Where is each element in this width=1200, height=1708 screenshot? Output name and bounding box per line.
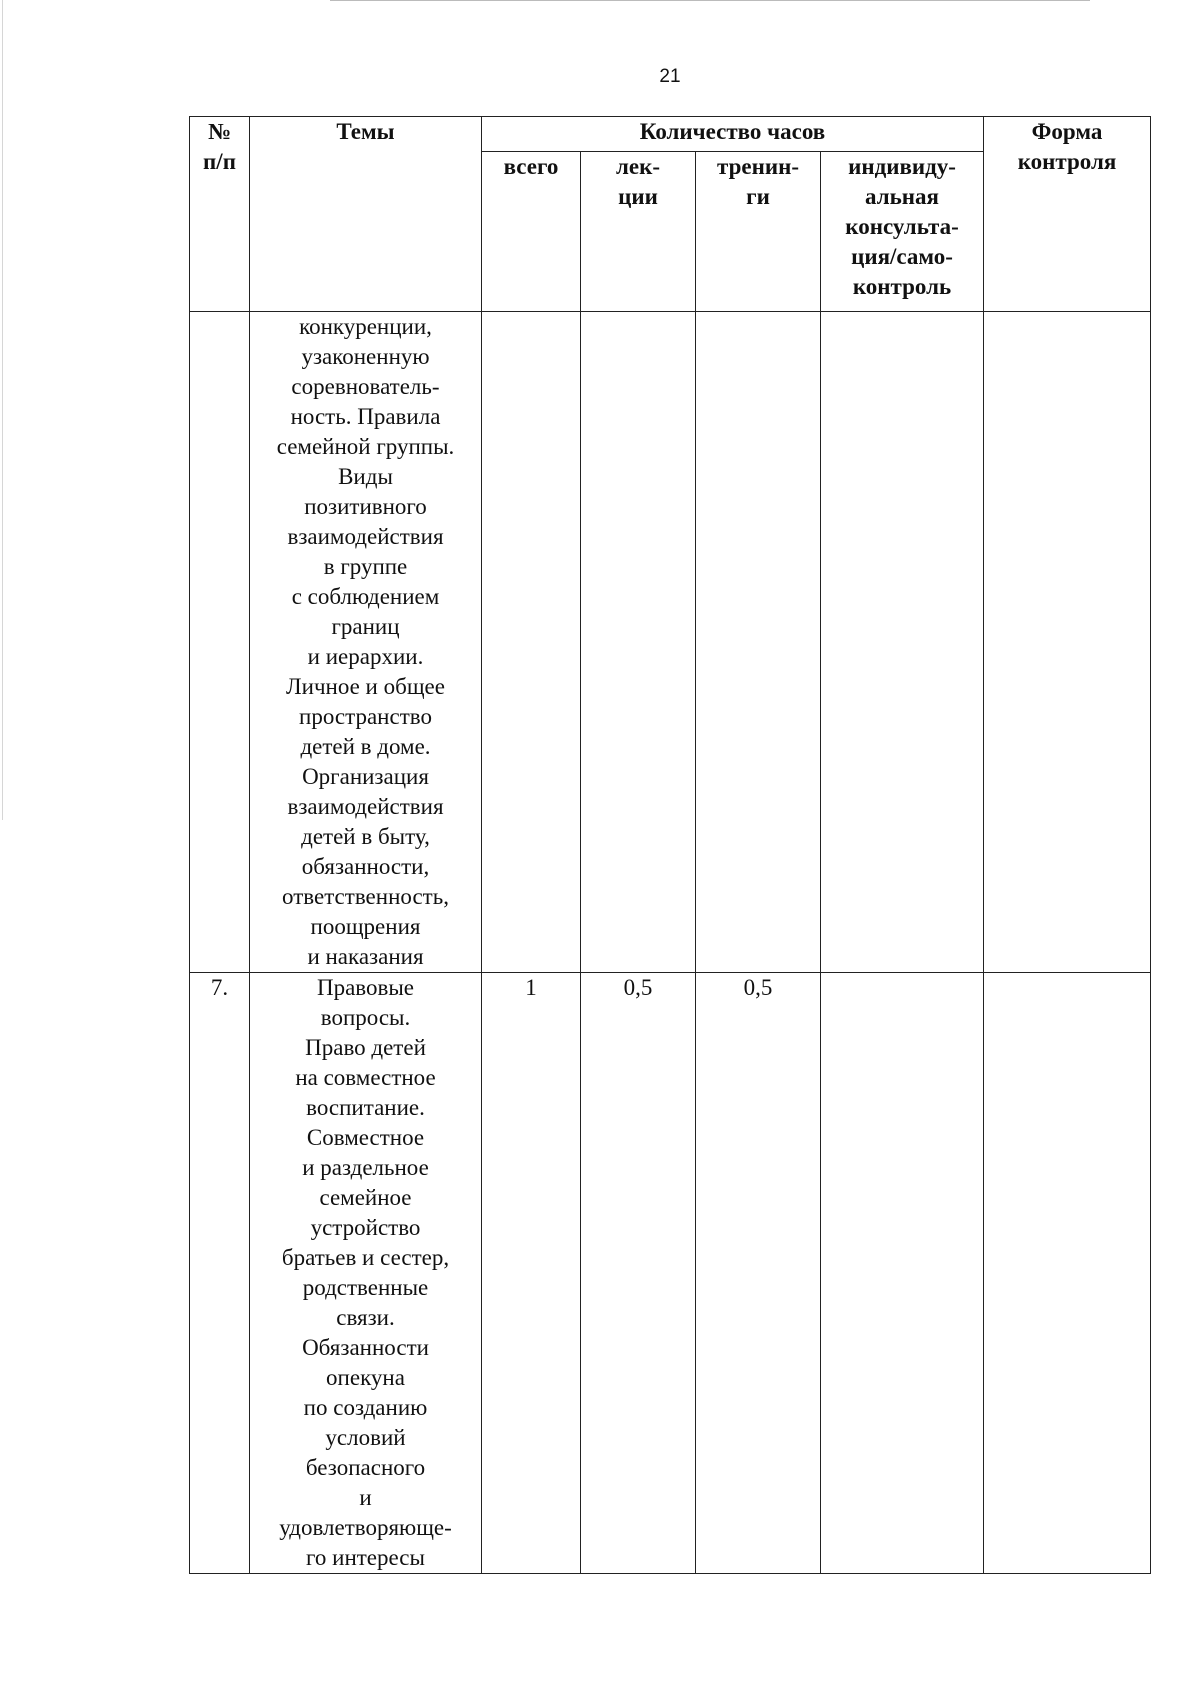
row-control-form	[984, 973, 1151, 1574]
table-row	[190, 973, 1151, 1574]
page-number: 21	[659, 66, 681, 87]
row-trainings	[696, 312, 821, 973]
scan-edge-top	[330, 0, 1090, 1]
row-number: 7.	[190, 973, 250, 1574]
header-individual: индивиду- альная консульта- ция/само- контроль	[821, 152, 984, 312]
row-trainings: 0,5	[696, 973, 821, 1574]
row-individual	[821, 973, 984, 1574]
scan-edge-left	[2, 0, 3, 820]
row-topic: конкуренции, узаконенную соревнователь- ность. Правила семейной группы. Виды позитивного взаимодействия в группе с соблюдением границ и иерархии. Личное и общее пространство детей в доме. Организация взаимодействия детей в быту, обязанности, ответственность, поощрения и наказания	[250, 312, 482, 973]
table-row	[190, 312, 1151, 973]
row-total	[482, 312, 581, 973]
row-number	[190, 312, 250, 973]
header-topics: Темы	[250, 117, 482, 312]
program-table	[189, 116, 1151, 1574]
row-lectures	[581, 312, 696, 973]
header-control-form: Форма контроля	[984, 117, 1151, 312]
row-control-form	[984, 312, 1151, 973]
header-trainings: тренин- ги	[696, 152, 821, 312]
row-lectures: 0,5	[581, 973, 696, 1574]
header-hours-group: Количество часов	[482, 117, 984, 152]
header-lectures: лек- ции	[581, 152, 696, 312]
row-topic: Правовые вопросы. Право детей на совместное воспитание. Совместное и раздельное семейное устройство братьев и сестер, родственные связи. Обязанности опекуна по созданию условий безопасного и удовлетворяюще- го интересы	[250, 973, 482, 1574]
header-total: всего	[482, 152, 581, 312]
header-number: № п/п	[190, 117, 250, 312]
row-individual	[821, 312, 984, 973]
row-total: 1	[482, 973, 581, 1574]
